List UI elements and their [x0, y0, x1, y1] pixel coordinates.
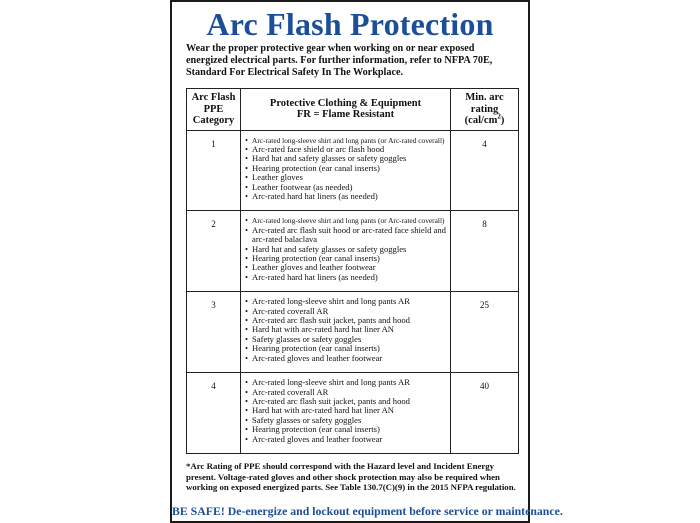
list-item: • Arc-rated long-sleeve shirt and long pants AR [245, 378, 448, 387]
list-item: • Arc-rated coverall AR [245, 388, 448, 397]
list-item: • Hard hat with arc-rated hard hat liner AN [245, 406, 448, 415]
header-equipment-line-2: FR = Flame Resistant [296, 109, 395, 121]
list-item: • Hearing protection (ear canal inserts) [245, 344, 448, 353]
equipment-cell [241, 211, 451, 292]
header-rating-line-1: Min. arc [465, 92, 504, 103]
list-item: • Arc-rated hard hat liners (as needed) [245, 192, 448, 201]
equipment-cell [241, 130, 451, 211]
list-item: • Hard hat and safety glasses or safety goggles [245, 245, 448, 254]
list-item: • Arc-rated hard hat liners (as needed) [245, 273, 448, 282]
list-item: • Hearing protection (ear canal inserts) [245, 425, 448, 434]
list-item: • Arc-rated arc flash suit jacket, pants and hood [245, 316, 448, 325]
header-category-line-1: Arc Flash [191, 92, 236, 103]
list-item: • Safety glasses or safety goggles [245, 335, 448, 344]
be-safe-banner: BE SAFE! De-energize and lockout equipment before service or maintenance. [172, 504, 563, 518]
list-item: • Hard hat and safety glasses or safety goggles [245, 154, 448, 163]
equipment-list [245, 216, 448, 282]
ppe-table [186, 88, 519, 454]
table-header-row [187, 89, 519, 131]
equipment-cell [241, 373, 451, 454]
header-rating-unit: (cal/cm [464, 115, 498, 126]
list-item: • Hard hat with arc-rated hard hat liner AN [245, 325, 448, 334]
rating-cell: 8 [451, 211, 519, 292]
list-item: • Hearing protection (ear canal inserts) [245, 164, 448, 173]
category-cell: 4 [187, 373, 241, 454]
list-item: • Safety glasses or safety goggles [245, 416, 448, 425]
equipment-cell [241, 292, 451, 373]
rating-cell: 40 [451, 373, 519, 454]
table-row [187, 211, 519, 292]
category-cell: 2 [187, 211, 241, 292]
table-row [187, 292, 519, 373]
list-item: • Leather gloves and leather footwear [245, 263, 448, 272]
list-item: • Leather footwear (as needed) [245, 183, 448, 192]
table-row [187, 373, 519, 454]
list-item: • Arc-rated gloves and leather footwear [245, 354, 448, 363]
header-category-line-3: Category [192, 115, 235, 126]
header-equipment-line-1: Protective Clothing & Equipment [269, 97, 422, 109]
equipment-list [245, 378, 448, 444]
list-item: • Arc-rated long-sleeve shirt and long pants (or Arc-rated coverall) [245, 136, 448, 145]
list-item: • Arc-rated coverall AR [245, 307, 448, 316]
list-item: • Arc-rated gloves and leather footwear [245, 435, 448, 444]
list-item: • Hearing protection (ear canal inserts) [245, 254, 448, 263]
header-category-line-2: PPE [203, 103, 224, 115]
header-equipment [241, 89, 451, 131]
header-rating-line-2: rating [470, 103, 499, 115]
header-rating-close: ) [500, 115, 505, 126]
intro-text: Wear the proper protective gear when working on or near exposed energized electrical parts. For further information, refer to NFPA 70E, Standard For Electrical Safety In The Workplace. [186, 43, 493, 79]
equipment-list [245, 297, 448, 363]
header-category [187, 89, 241, 131]
list-item: • Arc-rated arc flash suit jacket, pants and hood [245, 397, 448, 406]
header-rating-superscript: 2 [497, 112, 501, 121]
category-cell: 3 [187, 292, 241, 373]
category-cell: 1 [187, 130, 241, 211]
arc-flash-sign [170, 0, 563, 523]
list-item: • Arc-rated long-sleeve shirt and long pants AR [245, 297, 448, 306]
rating-cell: 25 [451, 292, 519, 373]
equipment-list [245, 136, 448, 202]
header-rating [451, 89, 519, 131]
list-item: • Arc-rated arc flash suit hood or arc-rated face shield and arc-rated balaclava [245, 226, 448, 245]
list-item: • Arc-rated face shield or arc flash hood [245, 145, 448, 154]
footnote-text: *Arc Rating of PPE should correspond with the Hazard level and Incident Energy present. Voltage-rated gloves and other shock protection may also be required when working on exposed energized parts. See Table 130.7(C)(9) in the 2015 NFPA regulation. [186, 461, 516, 493]
rating-cell: 4 [451, 130, 519, 211]
list-item: • Arc-rated long-sleeve shirt and long pants (or Arc-rated coverall) [245, 216, 448, 225]
sign-title: Arc Flash Protection [206, 6, 494, 42]
table-row [187, 130, 519, 211]
list-item: • Leather gloves [245, 173, 448, 182]
